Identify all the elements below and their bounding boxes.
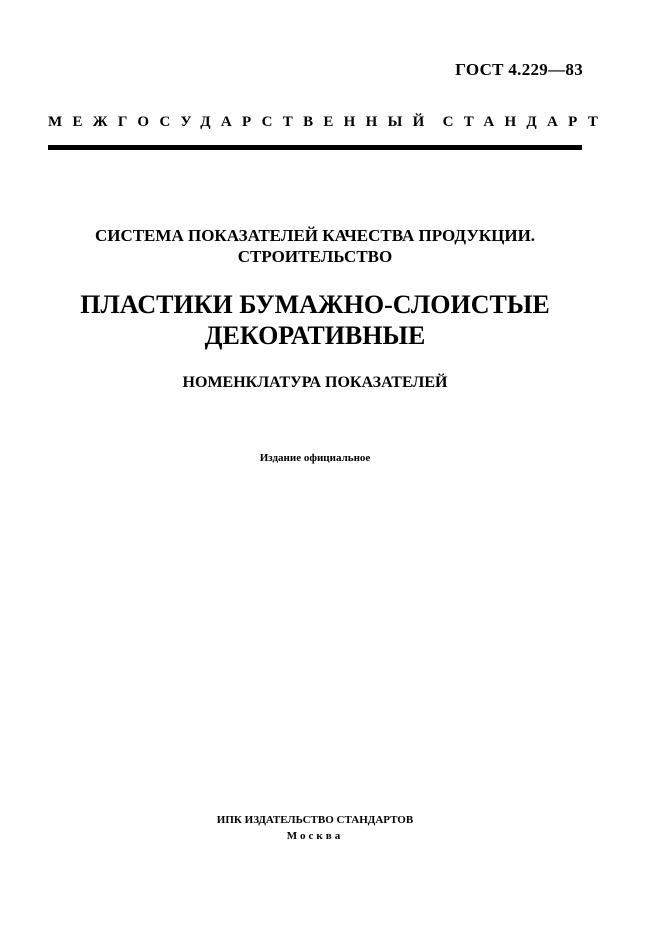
main-title [60, 289, 570, 351]
edition-note: Издание официальное [259, 452, 371, 464]
subtitle: НОМЕНКЛАТУРА ПОКАЗАТЕЛЕЙ [182, 374, 448, 391]
system-title-line1: СИСТЕМА ПОКАЗАТЕЛЕЙ КАЧЕСТВА ПРОДУКЦИИ. [94, 226, 536, 245]
system-title-line2: СТРОИТЕЛЬСТВО [237, 247, 393, 266]
main-title-line1: ПЛАСТИКИ БУМАЖНО-СЛОИСТЫЕ [80, 290, 550, 319]
standard-type [48, 114, 609, 131]
publisher-name: ИПК ИЗДАТЕЛЬСТВО СТАНДАРТОВ [216, 814, 414, 826]
publisher-block [60, 812, 570, 844]
system-title [80, 225, 550, 267]
standard-code: ГОСТ 4.229—83 [455, 60, 583, 79]
standard-type-first-word: МЕЖГОСУДАРСТВЕННЫЙ [48, 114, 435, 130]
main-title-line2: ДЕКОРАТИВНЫЕ [204, 321, 426, 350]
standard-type-second-word: СТАНДАРТ [442, 114, 609, 130]
header-divider [48, 145, 582, 150]
publisher-city: Москва [286, 830, 344, 842]
